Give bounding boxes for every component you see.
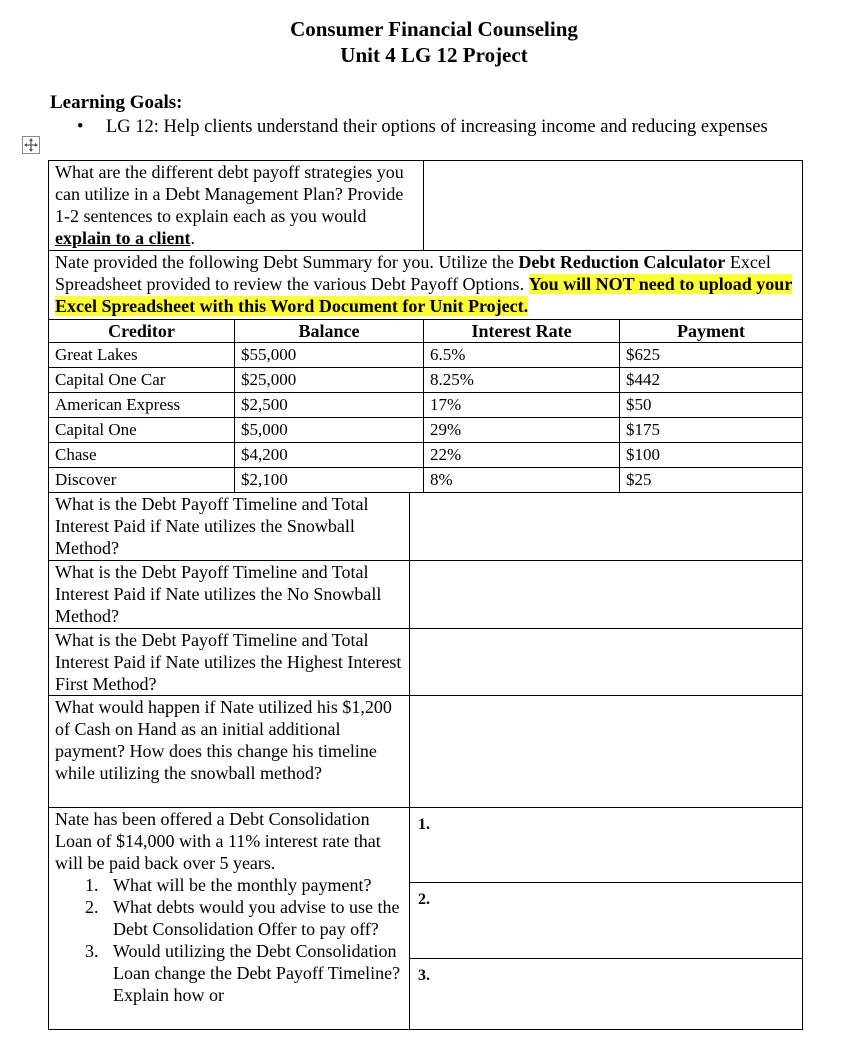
strategy-answer-cell[interactable] bbox=[424, 161, 803, 251]
balance-cell: $4,200 bbox=[235, 443, 424, 468]
column-header-payment: Payment bbox=[620, 320, 803, 343]
question-row bbox=[49, 629, 803, 696]
no-snowball-question: What is the Debt Payoff Timeline and Total Interest Paid if Nate utilizes the No Snowball Method? bbox=[49, 561, 410, 629]
payment-cell: $175 bbox=[620, 418, 803, 443]
balance-cell: $2,500 bbox=[235, 393, 424, 418]
cash-on-hand-question: What would happen if Nate utilized his $1,200 of Cash on Hand as an initial additional payment? How does this change his timeline while utilizing the snowball method? bbox=[49, 696, 410, 808]
interest-rate-cell: 22% bbox=[424, 443, 620, 468]
interest-rate-cell: 17% bbox=[424, 393, 620, 418]
payment-cell: $50 bbox=[620, 393, 803, 418]
column-header-creditor: Creditor bbox=[49, 320, 235, 343]
strategy-question-cell: What are the different debt payoff strategies you can utilize in a Debt Management Plan? Provide 1-2 sentences to explain each as you would explain to a client. bbox=[49, 161, 424, 251]
no-snowball-answer-cell[interactable] bbox=[410, 561, 803, 629]
debt-table-row bbox=[49, 393, 803, 418]
column-header-balance: Balance bbox=[235, 320, 424, 343]
creditor-cell: Chase bbox=[49, 443, 235, 468]
payment-cell: $442 bbox=[620, 368, 803, 393]
cash-on-hand-answer-cell[interactable] bbox=[410, 696, 803, 808]
move-arrows-icon[interactable] bbox=[22, 136, 40, 154]
payment-cell: $625 bbox=[620, 343, 803, 368]
interest-rate-cell: 8% bbox=[424, 468, 620, 493]
answer-part-2[interactable]: 2. bbox=[410, 883, 802, 959]
consolidation-question bbox=[49, 808, 410, 1030]
question-row bbox=[49, 561, 803, 629]
question-row bbox=[49, 493, 803, 561]
consolidation-intro: Nate has been offered a Debt Consolidation Loan of $14,000 with a 11% interest rate that will be paid back over 5 years. bbox=[55, 809, 381, 873]
balance-cell: $25,000 bbox=[235, 368, 424, 393]
document-title: Consumer Financial Counseling bbox=[290, 17, 578, 41]
calculator-name: Debt Reduction Calculator bbox=[518, 252, 726, 272]
snowball-answer-cell[interactable] bbox=[410, 493, 803, 561]
creditor-cell: American Express bbox=[49, 393, 235, 418]
interest-rate-cell: 29% bbox=[424, 418, 620, 443]
creditor-cell: Great Lakes bbox=[49, 343, 235, 368]
balance-cell: $5,000 bbox=[235, 418, 424, 443]
interest-rate-cell: 8.25% bbox=[424, 368, 620, 393]
learning-goals-label: Learning Goals: bbox=[50, 92, 183, 113]
balance-cell: $2,100 bbox=[235, 468, 424, 493]
question-row bbox=[49, 696, 803, 808]
consolidation-row bbox=[49, 808, 803, 1030]
list-item: 3. Would utilizing the Debt Consolidation Loan change the Debt Payoff Timeline? Explain how or bbox=[85, 941, 401, 1005]
debt-table-row bbox=[49, 418, 803, 443]
consolidation-subquestions bbox=[55, 874, 403, 1006]
interest-rate-cell: 6.5% bbox=[424, 343, 620, 368]
snowball-question: What is the Debt Payoff Timeline and Total Interest Paid if Nate utilizes the Snowball Method? bbox=[49, 493, 410, 561]
creditor-cell: Capital One Car bbox=[49, 368, 235, 393]
list-item: 1. What will be the monthly payment? bbox=[85, 875, 372, 895]
payment-cell: $25 bbox=[620, 468, 803, 493]
list-item: 2. What debts would you advise to use the Debt Consolidation Offer to pay off? bbox=[85, 897, 400, 939]
debt-table-row bbox=[49, 343, 803, 368]
highest-interest-question: What is the Debt Payoff Timeline and Total Interest Paid if Nate utilizes the Highest Interest First Method? bbox=[49, 629, 410, 696]
highest-interest-answer-cell[interactable] bbox=[410, 629, 803, 696]
answer-part-3[interactable]: 3. bbox=[418, 967, 430, 984]
learning-goal-item bbox=[77, 117, 768, 138]
upload-note-highlight: You will NOT need to upload your Excel Spreadsheet with this Word Document for Unit Project. bbox=[55, 274, 793, 316]
debt-table-row bbox=[49, 368, 803, 393]
learning-goal-text: LG 12: Help clients understand their options of increasing income and reducing expenses bbox=[106, 117, 768, 137]
creditor-cell: Discover bbox=[49, 468, 235, 493]
answer-part-1[interactable]: 1. bbox=[410, 808, 802, 883]
creditor-cell: Capital One bbox=[49, 418, 235, 443]
column-header-interest-rate: Interest Rate bbox=[424, 320, 620, 343]
debt-table-row bbox=[49, 468, 803, 493]
document-subtitle: Unit 4 LG 12 Project bbox=[340, 43, 528, 67]
project-table bbox=[48, 160, 803, 1030]
payment-cell: $100 bbox=[620, 443, 803, 468]
instructions-cell: Nate provided the following Debt Summary for you. Utilize the Debt Reduction Calculator Excel Spreadsheet provided to review the various Debt Payoff Options. You will NOT need to upload your Excel Spreadsheet with this Word Document for Unit Project. bbox=[49, 251, 803, 320]
explain-emphasis: explain to a client bbox=[55, 228, 191, 248]
consolidation-answers bbox=[410, 808, 803, 1030]
bullet-icon: • bbox=[77, 117, 84, 137]
debt-table-header-row bbox=[49, 320, 803, 343]
balance-cell: $55,000 bbox=[235, 343, 424, 368]
debt-table-row bbox=[49, 443, 803, 468]
